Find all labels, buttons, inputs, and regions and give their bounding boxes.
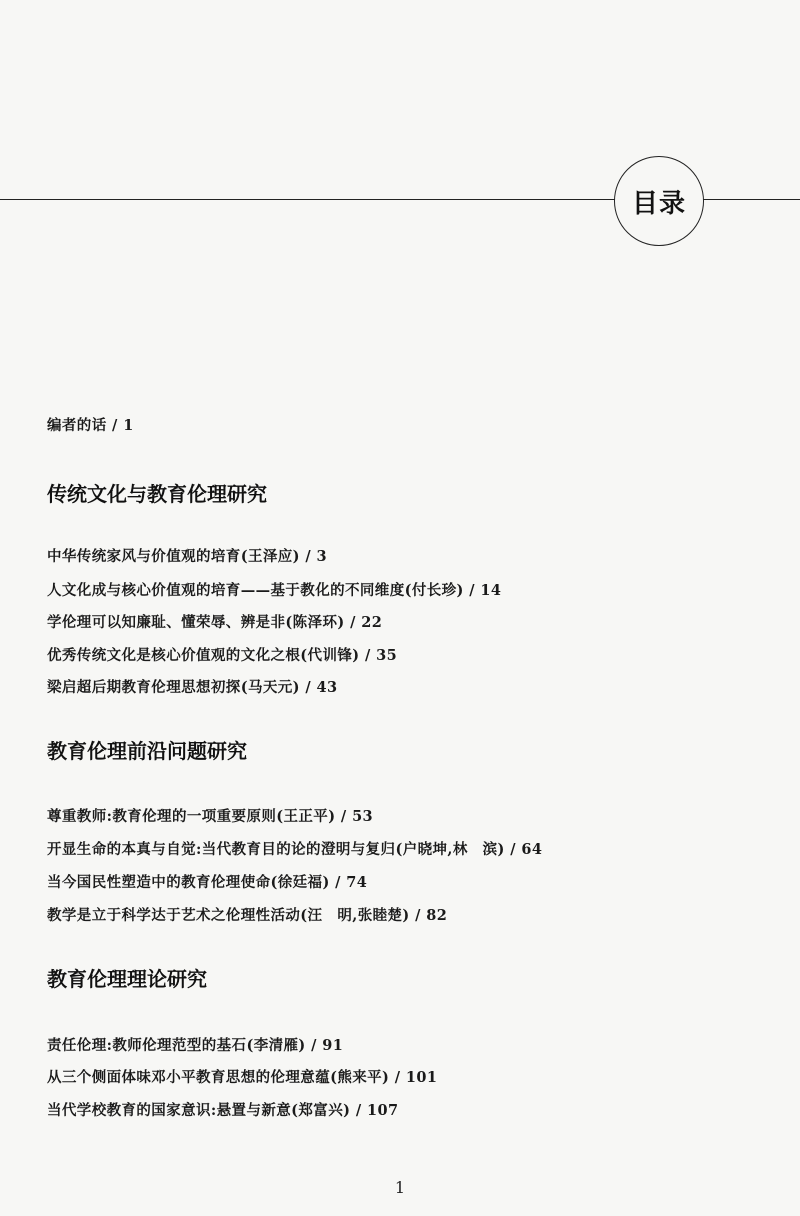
toc-entry[interactable]: 中华传统家风与价值观的培育(王泽应) / 3: [47, 548, 328, 565]
section-title-theory: 教育伦理理论研究: [47, 967, 207, 991]
toc-entry[interactable]: 人文化成与核心价值观的培育——基于教化的不同维度(付长珍) / 14: [47, 582, 502, 599]
toc-entry[interactable]: 尊重教师:教育伦理的一项重要原则(王正平) / 53: [47, 808, 374, 825]
toc-entry[interactable]: 学伦理可以知廉耻、懂荣辱、辨是非(陈泽环) / 22: [47, 614, 383, 631]
toc-entry[interactable]: 从三个侧面体味邓小平教育思想的伦理意蕴(熊来平) / 101: [47, 1069, 438, 1086]
toc-entry[interactable]: 责任伦理:教师伦理范型的基石(李清雁) / 91: [47, 1037, 344, 1054]
toc-entry[interactable]: 开显生命的本真与自觉:当代教育目的论的澄明与复归(户晓坤,林 滨) / 64: [47, 841, 543, 858]
toc-entry[interactable]: 优秀传统文化是核心价值观的文化之根(代训锋) / 35: [47, 647, 398, 664]
page-number: 1: [394, 1178, 406, 1197]
page-title: 目录: [631, 188, 686, 219]
toc-entry[interactable]: 当代学校教育的国家意识:悬置与新意(郑富兴) / 107: [47, 1102, 399, 1119]
toc-entry[interactable]: 梁启超后期教育伦理思想初探(马天元) / 43: [47, 679, 338, 696]
section-title-frontier-issues: 教育伦理前沿问题研究: [47, 739, 247, 763]
toc-entry[interactable]: 教学是立于科学达于艺术之伦理性活动(汪 明,张睦楚) / 82: [47, 907, 448, 924]
toc-entry-preface[interactable]: 编者的话 / 1: [47, 417, 134, 434]
toc-entry[interactable]: 当今国民性塑造中的教育伦理使命(徐廷福) / 74: [47, 874, 368, 891]
section-title-traditional-culture: 传统文化与教育伦理研究: [47, 482, 267, 506]
header-circle: [614, 156, 704, 246]
